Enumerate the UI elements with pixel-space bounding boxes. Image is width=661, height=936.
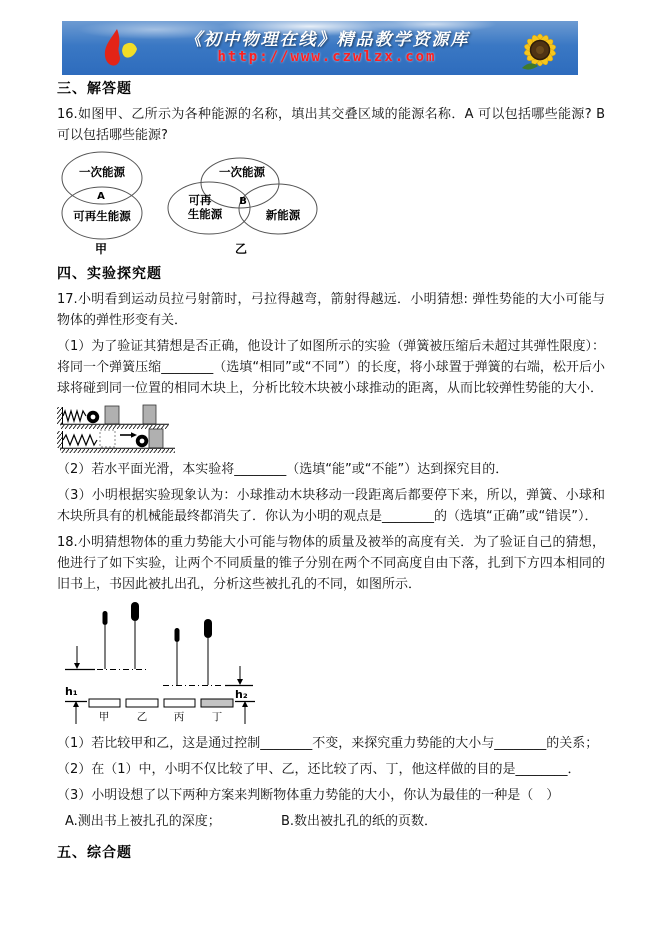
venn-jia-top-label: 一次能源 [79,165,125,179]
section-heading-experiment-questions: 四、实验探究题 [57,266,162,282]
venn-yi-left-label-line2: 生能源 [187,207,223,221]
venn-yi-center-label: B [239,196,247,207]
book-yi-label: 乙 [136,711,148,723]
sunflower-icon [514,22,572,74]
venn-yi-top-label: 一次能源 [219,165,265,179]
awl-drop-figure [57,600,605,728]
question-17-part1: （1）为了验证其猜想是否正确，他设计了如图所示的实验（弹簧被压缩后未超过其弹性限度）：将同一个弹簧压缩________（选填“相同”或“不同”）的长度，将小球置于弹簧的右端，松开后小球将碰到同一位置的相同木块上，分析比较木块被小球推动的距离，从而比较弹性势能的大小． [57,339,605,396]
venn-jia-bottom-label: 可再生能源 [73,209,131,223]
question-18-intro: 18.小明猜想物体的重力势能大小可能与物体的质量及被举的高度有关．为了验证自己的猜想，他进行了如下实验，让两个不同质量的锥子分别在两个不同高度自由下落，扎到下方四本相同的旧书上，书因此被扎出孔，分析这些被扎孔的不同，如图所示． [57,535,605,592]
question-16-text: 16.如图甲、乙所示为各种能源的名称，填出其交叠区域的能源名称．A 可以包括哪些能源? B 可以包括哪些能源? [57,107,605,143]
section-heading-answer-questions: 三、解答题 [57,81,132,97]
question-17-intro: 17.小明看到运动员拉弓射箭时，弓拉得越弯，箭射得越远．小明猜想: 弹性势能的大小可能与物体的弹性形变有关． [57,292,605,328]
question-18-part2: （2）在（1）中，小明不仅比较了甲、乙，还比较了丙、丁，他这样做的目的是________． [57,762,581,777]
height-h1-label: h₁ [65,685,78,698]
spring-experiment-figure [57,404,605,454]
venn-yi-right-label: 新能源 [265,208,301,222]
height-h2-label: h₂ [235,688,248,701]
banner-url-link[interactable]: http://www.czwlzx.com [217,48,437,65]
question-17-part3: （3）小明根据实验现象认为：小球推动木块移动一段距离后都要停下来，所以，弹簧、小球和木块所具有的机械能最终都消失了．你认为小明的观点是________的（选填“正确”或“错误”）． [57,488,605,524]
book-ding-label: 丁 [211,711,223,723]
question-18-options [57,811,605,832]
question-17-part2: （2）若水平面光滑，本实验将________（选填“能”或“不能”）达到探究目的． [57,462,509,477]
question-18-option-a: A.测出书上被扎孔的深度； [65,814,221,829]
venn-jia-overlap-label: A [97,191,105,202]
section-heading-comprehensive-questions: 五、综合题 [57,845,132,861]
question-18-option-b: B.数出被扎孔的纸的页数． [281,814,438,829]
question-18-part3: （3）小明设想了以下两种方案来判断物体重力势能的大小，你认为最佳的一种是（ ） [57,788,560,803]
venn-jia-caption: 甲 [94,242,108,256]
venn-yi-left-label-line1: 可再 [188,193,212,207]
site-banner [62,21,578,75]
venn-yi-caption: 乙 [234,242,248,256]
flame-logo-icon [96,26,140,70]
venn-diagram-figure [57,151,605,259]
question-18-part1: （1）若比较甲和乙，这是通过控制________不变，来探究重力势能的大小与________的关系； [57,736,599,751]
book-jia-label: 甲 [98,711,110,723]
book-bing-label: 丙 [173,711,185,723]
banner-title: 《初中物理在线》精品教学资源库 [184,29,470,50]
